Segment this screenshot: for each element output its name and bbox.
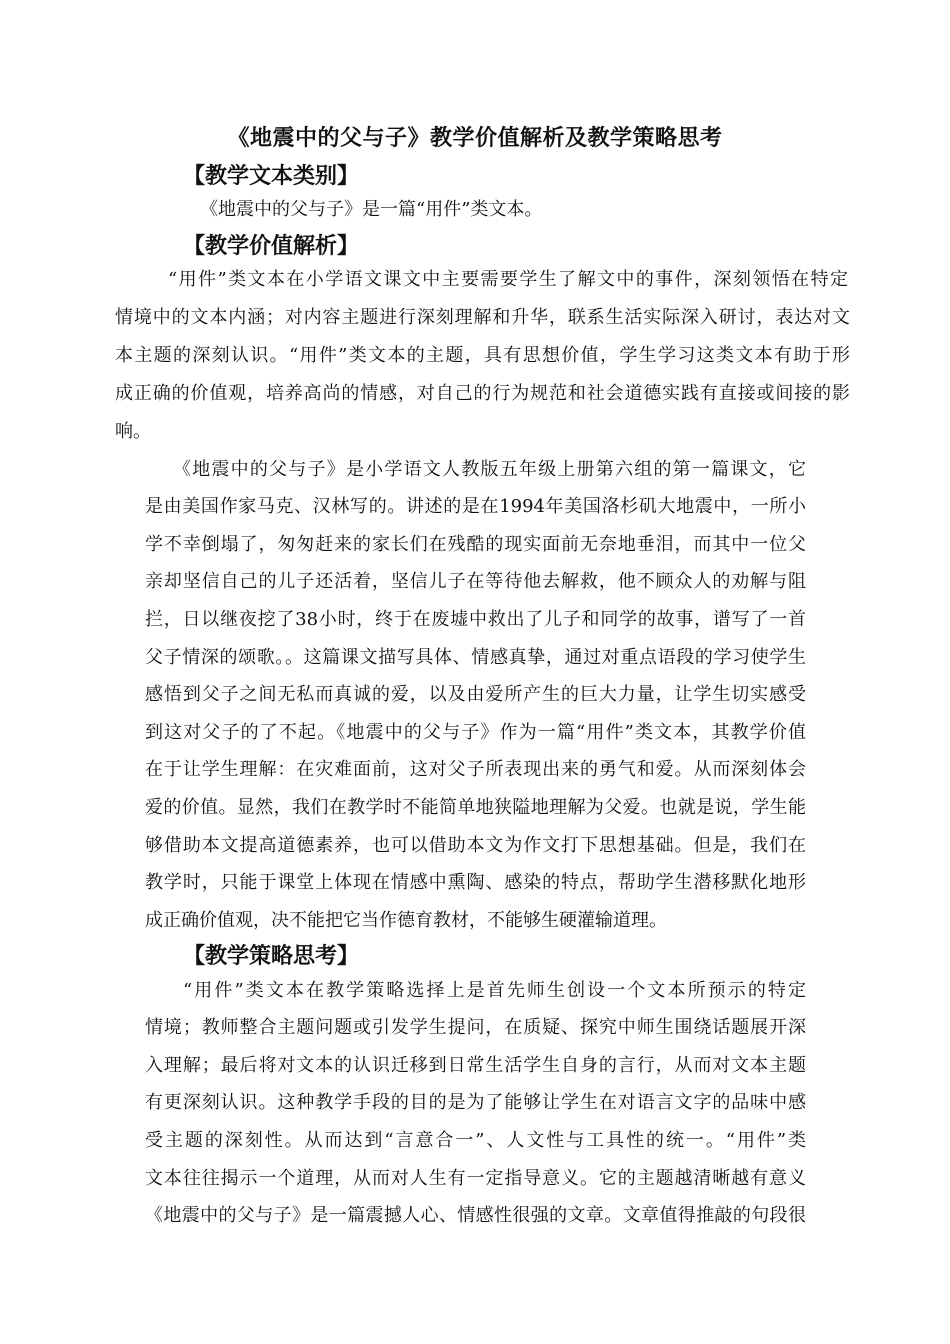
- paragraph-line: 感悟到父子之间无私而真诚的爱，以及由爱所产生的巨大力量，让学生切实感受: [145, 684, 806, 705]
- paragraph-line: 情境中的文本内涵；对内容主题进行深刻理解和升华，联系生活实际深入研讨，表达对文: [115, 307, 850, 328]
- paragraph-line: 《地震中的父与子》是小学语文人教版五年级上册第六组的第一篇课文，它: [173, 459, 806, 480]
- section-heading-strategy: 【教学策略思考】: [183, 943, 360, 969]
- paragraph-line: 亲却坚信自己的儿子还活着，坚信儿子在等待他去解救，他不顾众人的劝解与阻: [145, 571, 806, 592]
- paragraph-line: 《地震中的父与子》是一篇“用件”类文本。: [200, 199, 543, 220]
- document-title: 《地震中的父与子》教学价值解析及教学策略思考: [227, 125, 723, 151]
- paragraph-line: 学不幸倒塌了，匆匆赶来的家长们在残酷的现实面前无奈地垂泪，而其中一位父: [145, 534, 806, 555]
- paragraph-line: 够借助本文提高道德素养，也可以借助本文为作文打下思想基础。但是，我们在: [145, 835, 806, 856]
- paragraph-line: 受主题的深刻性。从而达到“言意合一”、人文性与工具性的统一。“用件”类: [145, 1130, 806, 1151]
- paragraph-line: 是由美国作家马克、汉林写的。讲述的是在1994年美国洛杉矶大地震中，一所小: [145, 496, 806, 517]
- paragraph-line: 在于让学生理解：在灾难面前，这对父子所表现出来的勇气和爱。从而深刻体会: [145, 759, 806, 780]
- paragraph-line: 成正确价值观，决不能把它当作德育教材，不能够生硬灌输道理。: [145, 910, 667, 931]
- section-heading-value-analysis: 【教学价值解析】: [183, 233, 360, 259]
- paragraph-line: 情境；教师整合主题问题或引发学生提问，在质疑、探究中师生围绕话题展开深: [145, 1017, 806, 1038]
- paragraph-line: 文本往往揭示一个道理，从而对人生有一定指导意义。它的主题越清晰越有意义: [145, 1168, 806, 1189]
- paragraph-line: 本主题的深刻认识。“用件”类文本的主题，具有思想价值，学生学习这类文本有助于形: [115, 345, 850, 366]
- paragraph-line: 到这对父子的了不起。《地震中的父与子》作为一篇“用件”类文本，其教学价值: [145, 722, 806, 743]
- paragraph-line: 《地震中的父与子》是一篇震撼人心、情感性很强的文章。文章值得推敲的句段很: [145, 1205, 806, 1226]
- paragraph-line: 入理解；最后将对文本的认识迁移到日常生活学生自身的言行，从而对文本主题: [145, 1055, 806, 1076]
- section-heading-text-category: 【教学文本类别】: [183, 163, 360, 189]
- paragraph-line: “用件”类文本在小学语文课文中主要需要学生了解文中的事件，深刻领悟在特定: [168, 269, 848, 290]
- paragraph-line: 父子情深的颂歌。。这篇课文描写具体、情感真挚，通过对重点语段的学习使学生: [145, 647, 806, 668]
- paragraph-line: 响。: [115, 421, 151, 442]
- paragraph-line: 成正确的价值观，培养高尚的情感，对自己的行为规范和社会道德实践有直接或间接的影: [115, 383, 850, 404]
- paragraph-line: “用件”类文本在教学策略选择上是首先师生创设一个文本所预示的特定: [183, 980, 806, 1001]
- paragraph-line: 有更深刻认识。这种教学手段的目的是为了能够让学生在对语言文字的品味中感: [145, 1092, 806, 1113]
- paragraph-line: 教学时，只能于课堂上体现在情感中熏陶、感染的特点，帮助学生潜移默化地形: [145, 872, 806, 893]
- paragraph-line: 爱的价值。显然，我们在教学时不能简单地狭隘地理解为父爱。也就是说，学生能: [145, 797, 806, 818]
- paragraph-line: 拦，日以继夜挖了38小时，终于在废墟中救出了儿子和同学的故事，谱写了一首: [145, 609, 806, 630]
